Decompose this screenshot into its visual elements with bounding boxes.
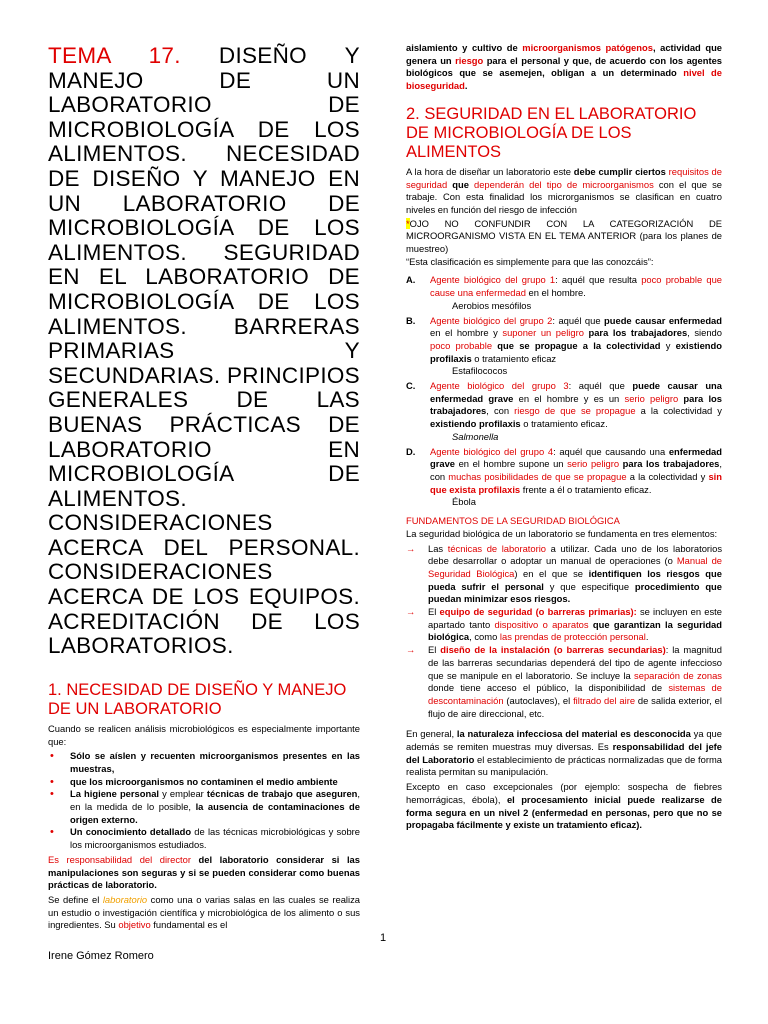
group-example: Estafilococos [452, 365, 508, 377]
fundamento-item-techniques: → Las técnicas de laboratorio a utilizar. Cada uno de los laboratorios debe desarrollar o adoptar un manual de operaciones (o Manual de Seguridad Biológica) en el que se identifiquen los riesgos que pueda sufrir el personal y que especifique procedimiento que puedan minimizar esos riesgos. [406, 542, 723, 605]
group-example: Salmonella [452, 430, 499, 442]
title-tema-number: TEMA 17. [48, 43, 181, 68]
left-column [48, 44, 360, 932]
document-title [48, 44, 360, 659]
bullet-item: • Sólo se aíslen y recuenten microorganismos presentes en las muestras, [48, 750, 360, 775]
fundamentos-intro: La seguridad biológica de un laboratorio se fundamenta en tres elementos: [406, 527, 718, 539]
section2-heading: 2. SEGURIDAD EN EL LABORATORIO DE MICROBIOLOGÍA DE LOS ALIMENTOS [406, 104, 697, 161]
group-example: Aerobios mesófilos [452, 299, 532, 311]
right-column [406, 42, 722, 832]
section1-heading: 1. NECESIDAD DE DISEÑO Y MANEJO DE UN LABORATORIO [48, 680, 347, 718]
arrow-icon: → [406, 606, 416, 618]
continued-paragraph: aislamiento y cultivo de microorganismos patógenos, actividad que genera un riesgo para el personal y que, de acuerdo con los agentes biológicos que se asemejen, obligan a un determinado nivel de bioseguridad. [406, 42, 723, 92]
arrow-icon: → [406, 542, 416, 554]
page-number: 1 [380, 932, 387, 944]
groups-list [406, 274, 722, 509]
group-item-b: B. Agente biológico del grupo 2: aquél que puede causar enfermedad en el hombre y suponer un peligro para los trabajadores, siendo poco probable que se propague a la colectividad y existiendo profilaxis o tratamiento eficaz [406, 314, 722, 364]
bullet-item: • que los microorganismos no contaminen el medio ambiente [48, 776, 360, 789]
group-item-d: D. Agente biológico del grupo 4: aquél que causando una enfermedad grave en el hombre supone un serio peligro para los trabajadores, con muchas posibilidades de que se propague a la colectividad y sin que exista profilaxis frente a él o tratamiento eficaz. [406, 445, 723, 495]
bullet-item: • Un conocimiento detallado de las técnicas microbiológicas y sobre los microorganismos estudiados. [48, 826, 360, 851]
fundamento-item-equipment: → El equipo de seguridad (o barreras primarias): se incluyen en este apartado tanto dispositivo o aparatos que garantizan la seguridad biológica, como las prendas de protección personal. [406, 606, 722, 643]
group-item-a: A. Agente biológico del grupo 1: aquél que resulta poco probable que cause una enfermedad en el hombre. [406, 274, 723, 299]
footer-author: Irene Gómez Romero [48, 950, 154, 962]
laboratory-definition: Se define el laboratorio como una o varias salas en las cuales se realiza un estudio o investigación científica y microbiológica de los alimento o sus ingredientes. Su objetivo fundamental es el [48, 893, 360, 931]
section1-bullets [48, 750, 360, 852]
bullet-item: • La higiene personal y emplear técnicas de trabajo que aseguren, en la medida de lo posible, la ausencia de contaminaciones de origen externo. [48, 788, 360, 826]
quote-note: “Esta clasificación es simplemente para que las conozcáis”: [406, 255, 654, 267]
exception-paragraph: Excepto en caso excepcionales (por ejemplo: sospecha de fiebres hemorrágicas, ébola), el procesamiento inicial puede realizarse de forma segura en un nivel 2 (enfermedad en personas, pero que no se propagaba fácilmente y existe un tratamiento eficaz). [406, 781, 722, 831]
group-item-c: C. Agente biológico del grupo 3: aquél que puede causar una enfermedad grave en el hombre y es un serio peligro para los trabajadores, con riesgo de que se propague a la colectividad y existiendo profilaxis o tratamiento eficaz. [406, 380, 723, 430]
fundamentos-heading: FUNDAMENTOS DE LA SEGURIDAD BIOLÓGICA [406, 515, 620, 527]
section2-intro: A la hora de diseñar un laboratorio este debe cumplir ciertos requisitos de seguridad que dependerán del tipo de microorganismos con el que se trabaje. Con esta finalidad los microrganismos se clasifican en cuatro niveles en función del riesgo de infección [406, 165, 722, 215]
warning-note: *OJO NO CONFUNDIR CON LA CATEGORIZACIÓN DE MICROORGANISMO VISTA EN EL TEMA ANTERIOR (para los planes de muestreo) [406, 217, 722, 255]
section1-intro: Cuando se realicen análisis microbiológicos es especialmente importante que: [48, 722, 360, 747]
group-example: Ébola [452, 496, 476, 508]
arrow-icon: → [406, 644, 416, 656]
title-text: DISEÑO Y MANEJO DE UN LABORATORIO DE MICROBIOLOGÍA DE LOS ALIMENTOS. NECESIDAD DE DISEÑO Y MANEJO EN UN LABORATORIO DE MICROBIOLOGÍA DE LOS ALIMENTOS. SEGURIDAD EN EL LABORATORIO DE MICROBIOLOGÍA DE LOS ALIMENTOS. BARRERAS PRIMARIAS Y SECUNDARIAS. PRINCIPIOS GENERALES DE LAS BUENAS PRÁCTICAS DE LABORATORIO EN MICROBIOLOGÍA DE ALIMENTOS. CONSIDERACIONES ACERCA DEL PERSONAL. CONSIDERACIONES ACERCA DE LOS EQUIPOS. ACREDITACIÓN DE LOS LABORATORIOS. [48, 43, 360, 659]
general-paragraph: En general, la naturaleza infecciosa del material es desconocida ya que además se remiten muestras muy diversas. Es responsabilidad del jefe del Laboratorio el establecimiento de prácticas normalizadas que de forma realista permitan su manipulación. [406, 728, 722, 778]
director-responsibility: Es responsabilidad del director del laboratorio considerar si las manipulaciones son seguras y si se pueden considerar como buenas prácticas de laboratorio. [48, 853, 360, 891]
fundamento-item-installation: → El diseño de la instalación (o barreras secundarias): la magnitud de las barreras secundarias dependerá del tipo de agente infeccioso que se manipule en el laboratorio. Se incluye la separación de zonas donde tiene acceso el público, la disponibilidad de sistemas de descontaminación (autoclaves), el filtrado del aire de salida exterior, el flujo de aire direccional, etc. [406, 644, 722, 719]
